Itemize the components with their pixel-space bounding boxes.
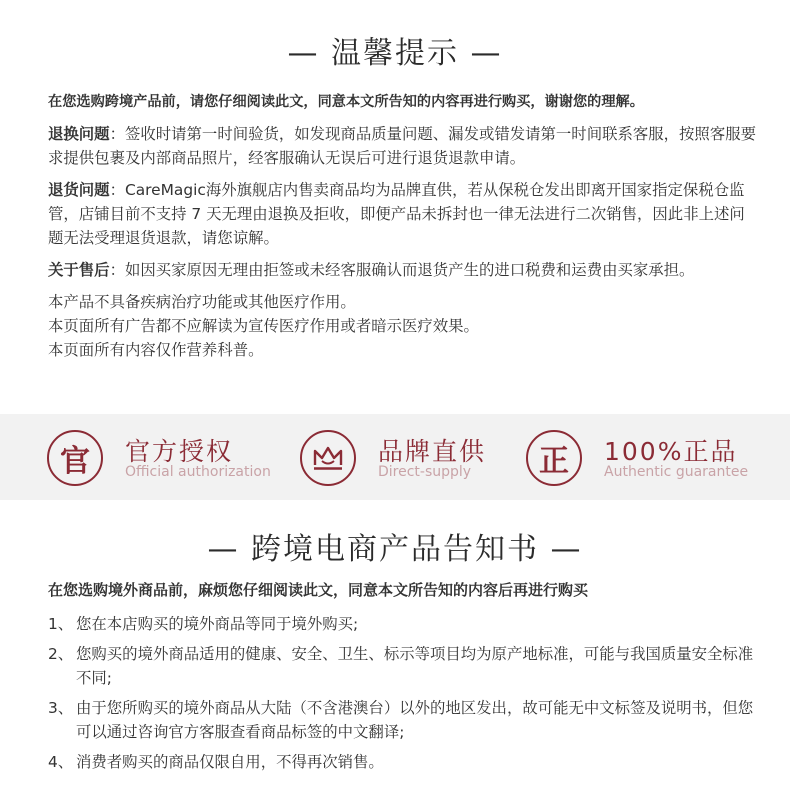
disclaimer-line: 本产品不具备疾病治疗功能或其他医疗作用。	[48, 293, 356, 311]
crossborder-section	[48, 578, 760, 780]
notice-text: ：CareMagic海外旗舰店内售卖商品均为品牌直供，若从保税仓发出即离开国家指定保税仓监管，店铺目前不支持 7 天无理由退换及拒收，即便产品未拆封也一律无法进行二次销售，因此非上述问题无法受理退货退款，请您谅解。	[48, 181, 745, 247]
crossborder-title: — 跨境电商产品告知书 —	[207, 532, 583, 567]
list-item	[48, 612, 760, 636]
notice-label: 退换问题	[48, 125, 110, 143]
crossborder-intro: 在您选购境外商品前，麻烦您仔细阅读此文，同意本文所告知的内容后再进行购买	[48, 581, 589, 599]
list-item	[48, 642, 760, 690]
notice-label: 关于售后	[48, 261, 110, 279]
item-text: 由于您所购买的境外商品从大陆（不含港澳台）以外的地区发出，故可能无中文标签及说明书，但您可以通过咨询官方客服查看商品标签的中文翻译;	[76, 699, 754, 741]
notice-section	[48, 90, 760, 362]
guarantee-badges-band	[0, 414, 790, 500]
notice-paragraph-returns	[48, 178, 760, 250]
badge-title: 品牌直供	[378, 437, 487, 466]
badge-subtitle: Official authorization	[125, 464, 271, 480]
list-item	[48, 696, 760, 744]
notice-intro: 在您选购跨境产品前，请您仔细阅读此文，同意本文所告知的内容再进行购买，谢谢您的理解。	[48, 94, 644, 110]
item-number: 3、	[48, 699, 74, 717]
genuine-seal-icon: 正	[526, 430, 582, 486]
notice-title: — 温馨提示 —	[287, 36, 503, 71]
item-number: 4、	[48, 753, 74, 771]
item-text: 您在本店购买的境外商品等同于境外购买;	[76, 615, 359, 633]
official-seal-icon: 官	[47, 430, 103, 486]
list-item	[48, 750, 760, 774]
badge-title: 100%正品	[604, 437, 738, 466]
disclaimer-line: 本页面所有内容仅作营养科普。	[48, 341, 264, 359]
notice-label: 退货问题	[48, 181, 110, 199]
crown-icon	[300, 430, 356, 486]
item-text: 消费者购买的商品仅限自用，不得再次销售。	[76, 753, 384, 771]
badge-subtitle: Direct-supply	[378, 464, 472, 480]
notice-text: ：如因买家原因无理由拒签或未经客服确认而退货产生的进口税费和运费由买家承担。	[109, 261, 695, 279]
notice-paragraph-after-sales	[48, 258, 760, 282]
item-number: 1、	[48, 615, 74, 633]
badge-title: 官方授权	[125, 437, 234, 466]
notice-text: ：签收时请第一时间验货，如发现商品质量问题、漏发或错发请第一时间联系客服，按照客服要求提供包裹及内部商品照片，经客服确认无误后可进行退货退款申请。	[48, 125, 756, 167]
disclaimer-line: 本页面所有广告都不应解读为宣传医疗作用或者暗示医疗效果。	[48, 317, 479, 335]
badge-subtitle: Authentic guarantee	[604, 464, 749, 480]
item-number: 2、	[48, 645, 74, 663]
item-text: 您购买的境外商品适用的健康、安全、卫生、标示等项目均为原产地标准，可能与我国质量安全标准不同;	[76, 645, 754, 687]
notice-paragraph-return-exchange	[48, 122, 760, 170]
